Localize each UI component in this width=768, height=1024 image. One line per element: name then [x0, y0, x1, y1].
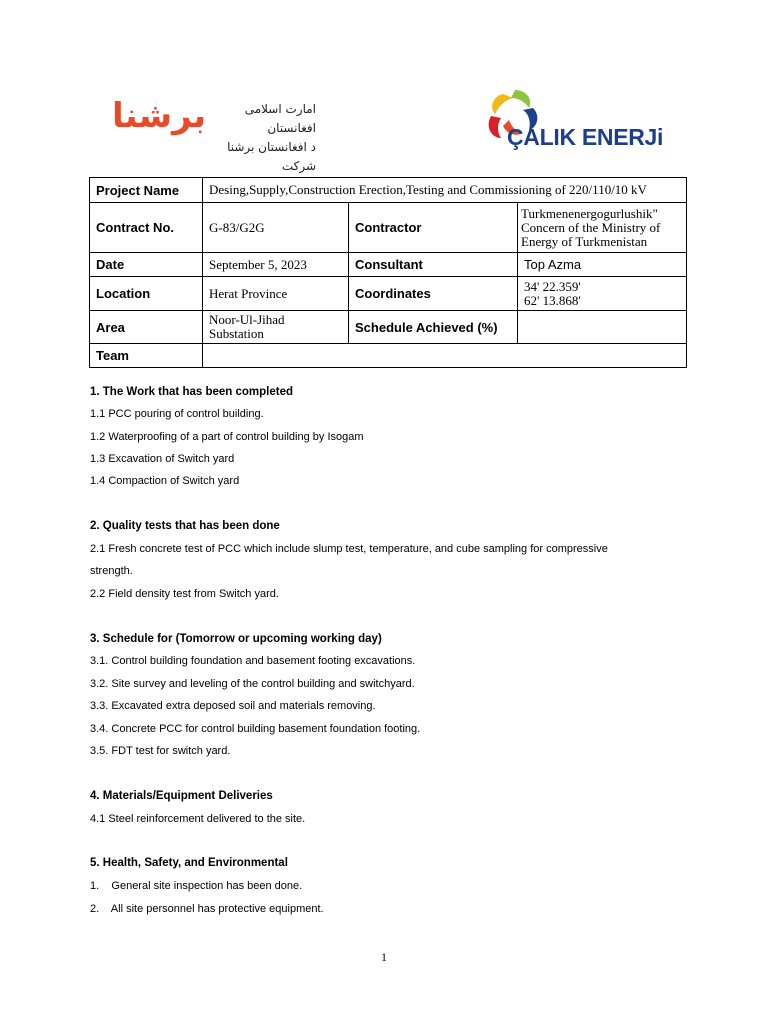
calik-enerji-logo — [483, 86, 683, 150]
consultant-value: Top Azma — [518, 253, 687, 277]
section-3-item: 3.4. Concrete PCC for control building basement foundation footing. — [90, 723, 421, 735]
section-1-item: 1.2 Waterproofing of a part of control building by Isogam — [90, 431, 364, 443]
date-label: Date — [90, 253, 203, 277]
row-date — [90, 253, 687, 277]
section-3-item: 3.3. Excavated extra deposed soil and materials removing. — [90, 700, 376, 712]
section-3-item: 3.5. FDT test for switch yard. — [90, 745, 231, 757]
breshna-logo — [112, 96, 322, 173]
breshna-logo-line2: د افغانستان برشنا شرکت — [227, 140, 316, 173]
project-name-label: Project Name — [90, 178, 203, 203]
coordinate-latitude: 34' 22.359' — [524, 278, 581, 294]
breshna-logo-script: برشنا — [112, 96, 206, 136]
breshna-logo-caption — [198, 100, 316, 176]
section-5-item: 1. General site inspection has been done. — [90, 880, 303, 892]
date-value: September 5, 2023 — [203, 253, 349, 277]
section-2-item: 2.1 Fresh concrete test of PCC which include slump test, temperature, and cube sampling for compressive — [90, 543, 608, 555]
section-4-item: 4.1 Steel reinforcement delivered to the site. — [90, 813, 306, 825]
section-1-item: 1.1 PCC pouring of control building. — [90, 408, 264, 420]
section-2-item: strength. — [90, 565, 133, 577]
contractor-value: Turkmenenergogurlushik" Concern of the Ministry of Energy of Turkmenistan — [518, 203, 687, 253]
section-4-title: 4. Materials/Equipment Deliveries — [90, 790, 273, 802]
section-1-title: 1. The Work that has been completed — [90, 386, 293, 398]
contract-label: Contract No. — [90, 203, 203, 253]
section-5-item: 2. All site personnel has protective equipment. — [90, 903, 324, 915]
row-contract — [90, 203, 687, 253]
section-1-item: 1.3 Excavation of Switch yard — [90, 453, 235, 465]
section-3-title: 3. Schedule for (Tomorrow or upcoming working day) — [90, 633, 382, 645]
calik-enerji-wordmark: ÇALIK ENERJi — [507, 124, 664, 150]
coordinates-value — [518, 277, 687, 311]
location-label: Location — [90, 277, 203, 311]
project-name-value: Desing,Supply,Construction Erection,Testing and Commissioning of 220/110/10 kV — [203, 178, 687, 203]
location-value: Herat Province — [203, 277, 349, 311]
section-5-title: 5. Health, Safety, and Environmental — [90, 857, 288, 869]
coordinate-longitude: 62' 13.868' — [524, 292, 581, 308]
coordinates-label: Coordinates — [349, 277, 518, 311]
area-value: Noor-Ul-Jihad Substation — [203, 311, 349, 344]
row-team — [90, 344, 687, 368]
project-info-table — [89, 177, 687, 368]
section-2-title: 2. Quality tests that has been done — [90, 520, 280, 532]
area-label: Area — [90, 311, 203, 344]
breshna-logo-line1: امارت اسلامی افغانستان — [244, 102, 316, 135]
row-location — [90, 277, 687, 311]
team-label: Team — [90, 344, 203, 368]
contract-value: G-83/G2G — [203, 203, 349, 253]
contractor-label: Contractor — [349, 203, 518, 253]
section-3-item: 3.2. Site survey and leveling of the control building and switchyard. — [90, 678, 415, 690]
schedule-value — [518, 311, 687, 344]
team-value — [203, 344, 687, 368]
section-1-item: 1.4 Compaction of Switch yard — [90, 475, 240, 487]
row-area — [90, 311, 687, 344]
section-2-item: 2.2 Field density test from Switch yard. — [90, 588, 279, 600]
consultant-label: Consultant — [349, 253, 518, 277]
page-number: 1 — [381, 950, 387, 964]
section-3-item: 3.1. Control building foundation and basement footing excavations. — [90, 655, 416, 667]
row-project-name — [90, 178, 687, 203]
schedule-label: Schedule Achieved (%) — [349, 311, 518, 344]
